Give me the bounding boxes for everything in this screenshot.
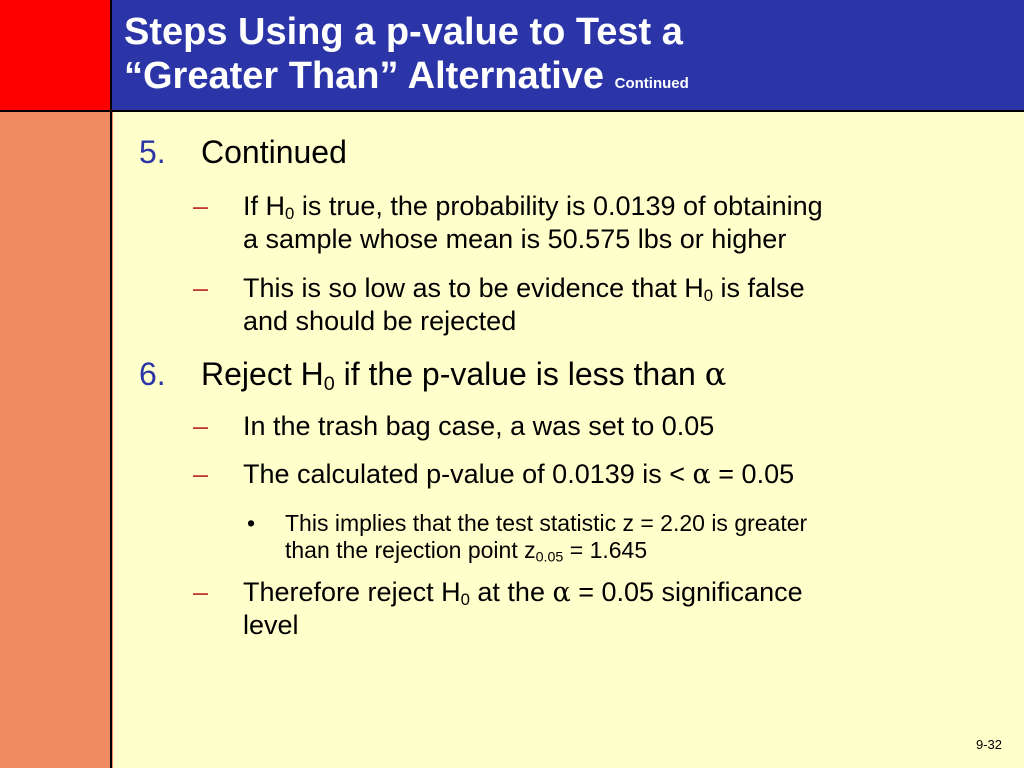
text-part: Therefore reject H: [243, 577, 461, 607]
alpha-symbol: α: [552, 577, 571, 608]
text-part: = 1.645: [563, 537, 648, 563]
slide-content: [113, 112, 1024, 768]
title-continued: Continued: [614, 75, 689, 92]
step-5-text: Continued: [201, 134, 347, 170]
subscript: 0: [285, 204, 295, 224]
text-part: = 0.05 significance: [570, 577, 803, 607]
subscript: 0: [460, 590, 470, 610]
text-part: = 0.05: [710, 459, 795, 489]
text-part: The calculated p-value of 0.0139 is <: [243, 459, 693, 489]
text-part: is false: [713, 273, 805, 303]
text-part: at the: [469, 577, 553, 607]
dash-marker: –: [193, 273, 209, 303]
corner-block: [0, 0, 112, 112]
bullet-marker: •: [247, 510, 256, 536]
step-6-sub-bullet: [285, 510, 1005, 564]
text-part: if the p-value is less than: [334, 356, 705, 392]
dash-marker: –: [193, 191, 209, 221]
text-part: Reject H: [201, 356, 324, 392]
subscript: 0: [323, 372, 335, 395]
text-part: than the rejection point z: [285, 537, 536, 563]
alpha-symbol: α: [704, 355, 727, 393]
subscript: 0: [703, 286, 714, 306]
step-5-bullet-1: [243, 190, 1003, 256]
text-line: a sample whose mean is 50.575 lbs or higher: [243, 224, 787, 254]
step-5-number: 5.: [139, 134, 166, 170]
title-line-1: Steps Using a p-value to Test a: [124, 11, 683, 53]
alpha-symbol: α: [692, 459, 711, 490]
title-bar: [112, 0, 1024, 112]
step-5-bullet-2: [243, 272, 1003, 338]
text-part: If H: [243, 191, 286, 221]
slide-title: [124, 10, 689, 106]
side-bar: [0, 112, 112, 768]
dash-marker: –: [193, 411, 209, 441]
step-6-number: 6.: [139, 356, 166, 392]
step-6-text: [201, 355, 727, 395]
text-line: level: [243, 610, 299, 640]
dash-marker: –: [193, 577, 209, 607]
text-line: and should be rejected: [243, 306, 517, 336]
subscript: 0.05: [535, 549, 564, 566]
text-part: is true, the probability is 0.0139 of obtaining: [294, 191, 823, 221]
dash-marker: –: [193, 459, 209, 489]
title-line-2: “Greater Than” Alternative: [124, 55, 605, 97]
step-6-bullet-2: [243, 458, 1003, 491]
text-part: This is so low as to be evidence that H: [243, 273, 704, 303]
step-6-bullet-3: [243, 576, 1003, 642]
page-number: 9-32: [975, 737, 1002, 752]
text-line: This implies that the test statistic z = 2.20 is greater: [285, 510, 808, 536]
step-6-bullet-1: In the trash bag case, a was set to 0.05: [243, 411, 715, 441]
